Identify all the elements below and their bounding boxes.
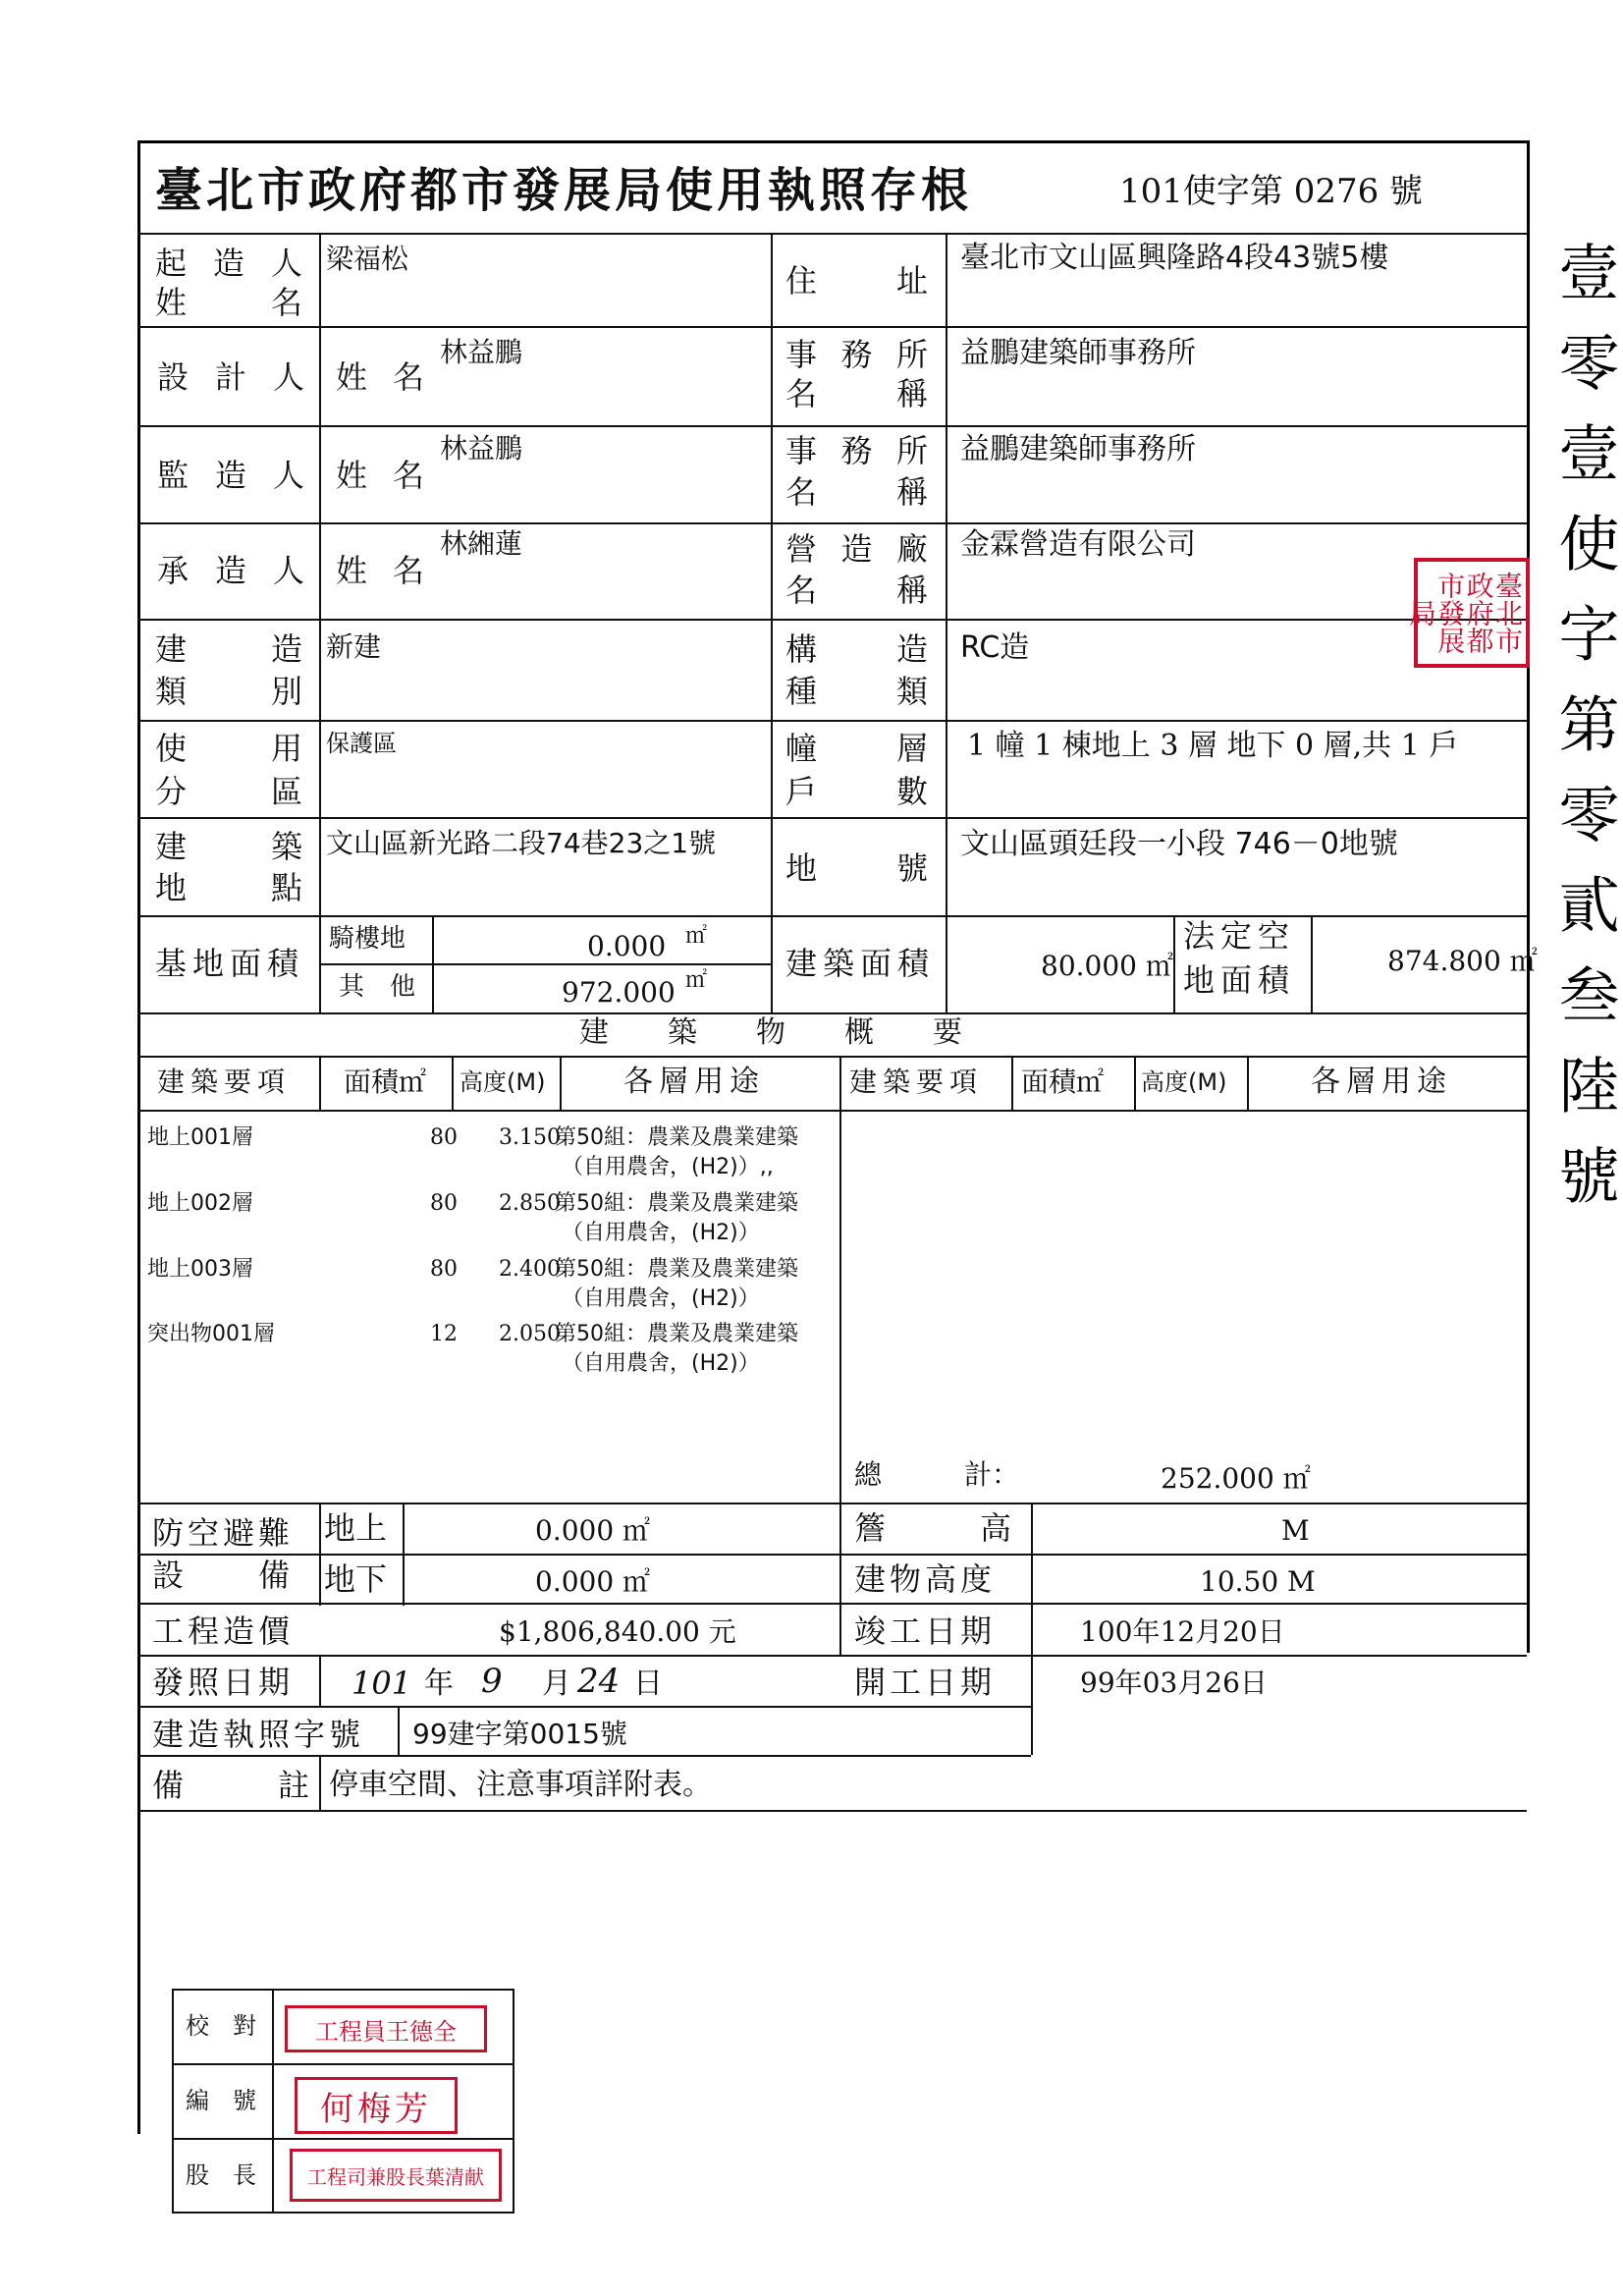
structure-label-2: 種 類 (785, 673, 928, 710)
owner-name: 梁福松 (326, 243, 409, 275)
check-label: 校 對 (186, 2012, 256, 2040)
row-use: 第50組：農業及農業建築 (555, 1322, 798, 1346)
zoning-label-1: 使 用 (155, 730, 302, 767)
col-item-right: 建築要項 (849, 1066, 984, 1098)
complete-label: 竣工日期 (854, 1613, 997, 1650)
eaves-value: M (1281, 1514, 1310, 1547)
row-use-note: （自用農舍，(H2)） (562, 1286, 760, 1311)
lot: 文山區頭廷段一小段 746－0地號 (960, 827, 1398, 861)
supervisor-name: 林益鵬 (440, 432, 523, 465)
cost-value: $1,806,840.00 元 (499, 1615, 736, 1648)
issue-label: 發照日期 (152, 1664, 295, 1701)
issue-month-unit: 月 (542, 1667, 571, 1701)
owner-label-2: 姓 名 (155, 284, 302, 321)
eaves-label: 簷 高 (854, 1509, 1011, 1547)
open-space-area: 874.800 ㎡ (1387, 945, 1538, 977)
site-area-label: 基地面積 (155, 945, 305, 982)
shelter-label-2: 設 備 (152, 1557, 295, 1594)
chief-stamp-text: 工程司兼股長葉清献 (307, 2164, 484, 2189)
height-value: 10.50 M (1200, 1565, 1316, 1598)
open-space-label-2: 地面積 (1183, 961, 1296, 999)
cost-label: 工程造價 (152, 1613, 295, 1650)
row-height: 3.150 (499, 1125, 561, 1150)
build-type-label-1: 建 造 (155, 630, 302, 668)
row-item: 地上001層 (147, 1125, 253, 1150)
number-label: 編 號 (186, 2087, 256, 2114)
row-use: 第50組：農業及農業建築 (555, 1191, 798, 1216)
shelter-label-1: 防空避難 (152, 1514, 295, 1552)
shelter-above: 0.000 ㎡ (535, 1514, 651, 1547)
col-use-right: 各層用途 (1311, 1065, 1452, 1099)
structure-label-1: 構 造 (785, 630, 928, 668)
supervisor-office-label-2: 名 稱 (785, 473, 928, 511)
issue-month: 9 (481, 1662, 503, 1701)
shelter-below-label: 地下 (324, 1560, 388, 1598)
other-area: 972.000 (562, 976, 676, 1009)
arcade-area: 0.000 (587, 930, 667, 962)
col-item-left: 建築要項 (157, 1066, 292, 1098)
floors-label-2: 戶 數 (785, 773, 928, 810)
row-height: 2.050 (499, 1322, 561, 1346)
location-label-1: 建 築 (155, 828, 302, 865)
other-unit: ㎡ (685, 968, 708, 993)
complete-value: 100年12月20日 (1080, 1615, 1285, 1648)
designer-role: 設 計 人 (157, 358, 304, 396)
building-area-label: 建築面積 (785, 945, 936, 982)
contractor-firm-label-1: 營 造 廠 (785, 530, 928, 568)
row-item: 地上003層 (147, 1257, 253, 1282)
contractor-role: 承 造 人 (157, 552, 304, 589)
row-area: 80 (430, 1125, 458, 1150)
owner-label-1: 起 造 人 (155, 245, 302, 282)
designer-office: 益鵬建築師事務所 (960, 336, 1196, 370)
contractor-firm-label-2: 名 稱 (785, 572, 928, 609)
issue-day: 24 (577, 1662, 621, 1701)
col-height-right: 高度(M) (1141, 1068, 1227, 1096)
remarks-value: 停車空間、注意事項詳附表。 (329, 1768, 712, 1802)
official-seal-text: 臺北市政府都市發展局 (1404, 572, 1524, 654)
designer-name-label: 姓 名 (336, 358, 424, 396)
location-label-2: 地 點 (155, 869, 302, 906)
arcade-unit: ㎡ (685, 924, 708, 949)
total-label: 總 計： (854, 1458, 1020, 1491)
building-area: 80.000 ㎡ (1041, 950, 1173, 982)
issue-year-unit: 年 (424, 1667, 454, 1701)
start-value: 99年03月26日 (1080, 1667, 1268, 1699)
supervisor-office: 益鵬建築師事務所 (960, 432, 1196, 466)
permit-label: 建造執照字號 (152, 1716, 365, 1753)
build-type-label-2: 類 別 (155, 673, 302, 710)
row-area: 80 (430, 1191, 458, 1216)
row-use-note: （自用農舍，(H2)）,, (562, 1155, 774, 1179)
col-area-right: 面積㎡ (1021, 1066, 1105, 1098)
total-value: 252.000 ㎡ (1161, 1462, 1311, 1495)
row-use-note: （自用農舍，(H2)） (562, 1221, 760, 1245)
designer-office-label-1: 事 務 所 (785, 336, 928, 373)
row-item: 突出物001層 (147, 1322, 275, 1346)
zoning: 保護區 (326, 730, 397, 757)
start-label: 開工日期 (854, 1664, 997, 1701)
contractor-firm: 金霖營造有限公司 (960, 527, 1196, 562)
supervisor-name-label: 姓 名 (336, 457, 424, 494)
col-use-left: 各層用途 (623, 1065, 765, 1099)
open-space-label-1: 法定空 (1183, 917, 1296, 955)
floors-label-1: 幢 層 (785, 730, 928, 767)
col-height-left: 高度(M) (460, 1068, 546, 1096)
contractor-name: 林緗蓮 (440, 527, 523, 560)
supervisor-office-label-1: 事 務 所 (785, 432, 928, 469)
row-use-note: （自用農舍，(H2)） (562, 1351, 760, 1376)
row-use: 第50組：農業及農業建築 (555, 1125, 798, 1150)
row-area: 12 (430, 1322, 458, 1346)
height-label: 建物高度 (854, 1560, 997, 1598)
owner-address-label: 住 址 (785, 262, 928, 300)
document-number: 101使字第 0276 號 (1119, 172, 1424, 211)
side-serial-number: 壹零壹使字第零貳叁陸號 (1548, 241, 1620, 1234)
official-seal (1404, 558, 1530, 668)
col-area-left: 面積㎡ (344, 1066, 427, 1098)
build-type: 新建 (326, 630, 382, 663)
shelter-above-label: 地上 (324, 1509, 388, 1547)
registrar-stamp-text: 何梅芳 (320, 2089, 432, 2129)
lot-label: 地 號 (785, 849, 928, 887)
summary-header: 建 築 物 概 要 (579, 1015, 962, 1050)
location: 文山區新光路二段74巷23之1號 (326, 827, 717, 859)
designer-office-label-2: 名 稱 (785, 375, 928, 412)
row-item: 地上002層 (147, 1191, 253, 1216)
zoning-label-2: 分 區 (155, 773, 302, 810)
registrar-stamp (295, 2077, 458, 2134)
issue-day-unit: 日 (633, 1667, 663, 1701)
document-title: 臺北市政府都市發展局使用執照存根 (155, 163, 973, 218)
inspector-stamp (285, 2005, 487, 2052)
issue-year: 101 (352, 1665, 412, 1702)
permit-value: 99建字第0015號 (412, 1718, 627, 1750)
contractor-name-label: 姓 名 (336, 552, 424, 589)
shelter-below: 0.000 ㎡ (535, 1565, 651, 1598)
remarks-label: 備 註 (152, 1767, 309, 1804)
row-height: 2.400 (499, 1257, 561, 1282)
supervisor-role: 監 造 人 (157, 457, 304, 494)
inspector-stamp-text: 工程員王德全 (315, 2017, 457, 2046)
designer-name: 林益鵬 (440, 336, 523, 368)
row-height: 2.850 (499, 1191, 561, 1216)
row-area: 80 (430, 1257, 458, 1282)
other-label: 其 他 (339, 972, 416, 1002)
row-use: 第50組：農業及農業建築 (555, 1257, 798, 1282)
chief-stamp (290, 2149, 502, 2202)
owner-address: 臺北市文山區興隆路4段43號5樓 (960, 241, 1389, 275)
structure: RC造 (960, 630, 1030, 665)
chief-label: 股 長 (186, 2161, 256, 2189)
arcade-label: 騎樓地 (329, 924, 406, 954)
floors: 1 幢 1 棟地上 3 層 地下 0 層,共 1 戶 (967, 729, 1459, 763)
